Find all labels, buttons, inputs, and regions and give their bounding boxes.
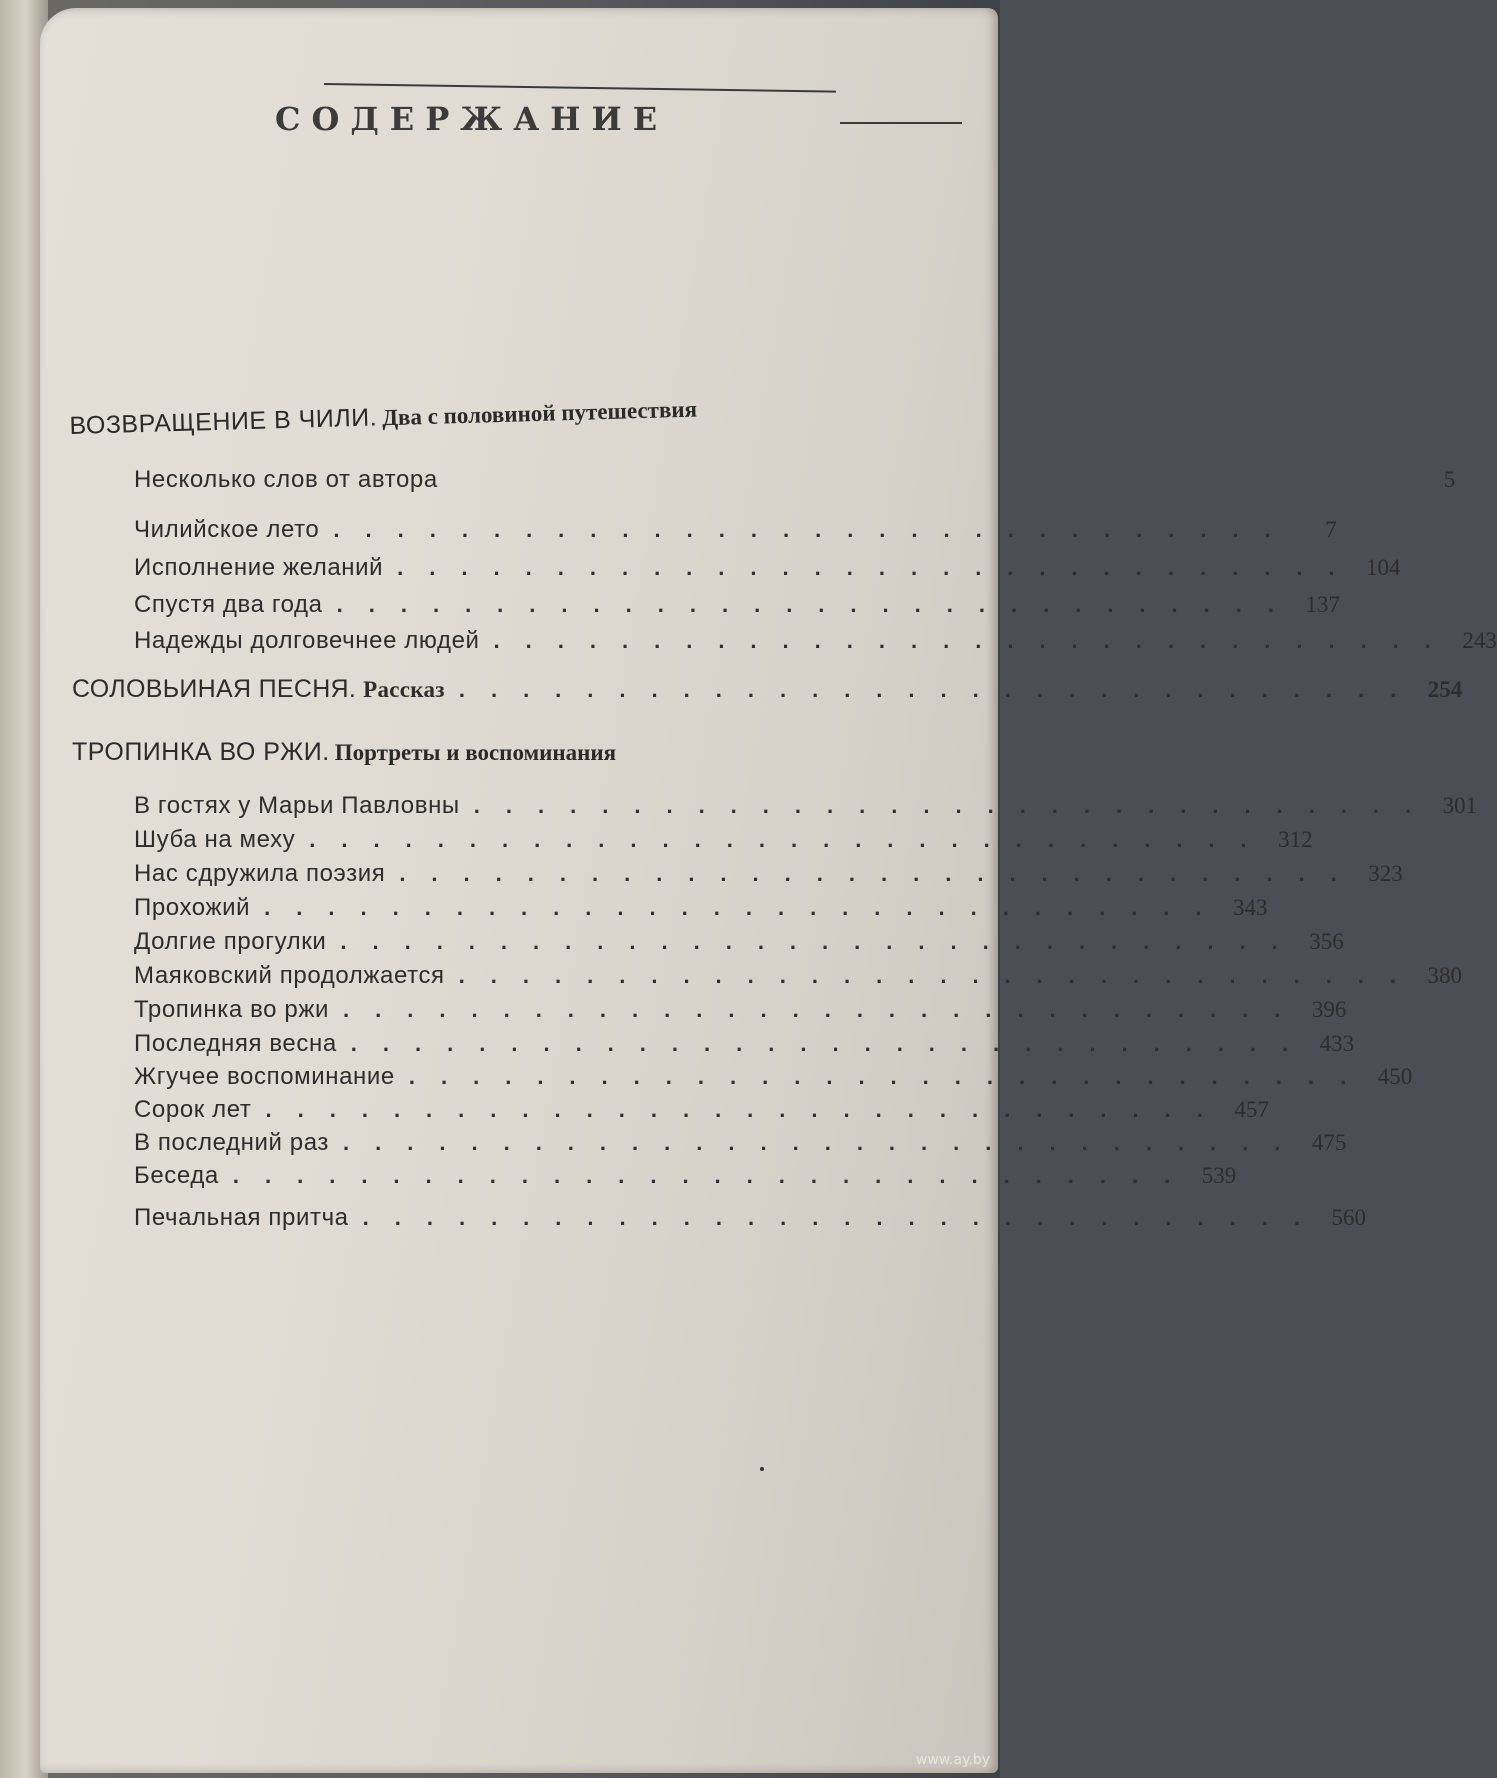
section-subtitle: Рассказ bbox=[363, 677, 445, 702]
dot-leader: .............................. bbox=[458, 963, 1423, 988]
toc-entry bbox=[134, 860, 1403, 894]
header-rule-right bbox=[840, 122, 962, 124]
toc-entry bbox=[134, 996, 1347, 1030]
toc-entry bbox=[134, 554, 1401, 588]
dot-leader: .............................. bbox=[343, 1130, 1307, 1155]
dot-leader: .............................. bbox=[397, 555, 1361, 580]
dot-leader: .............................. bbox=[362, 1205, 1326, 1230]
entry-title: Маяковский продолжается bbox=[134, 962, 445, 989]
toc-entry bbox=[134, 1129, 1347, 1163]
print-speck bbox=[760, 1467, 764, 1471]
entry-title: Нас сдружила поэзия bbox=[134, 860, 386, 887]
entry-page: 137 bbox=[1305, 592, 1340, 617]
entry-page: 475 bbox=[1311, 1130, 1347, 1155]
dot-leader: .............................. bbox=[350, 1031, 1315, 1056]
section-caps: СОЛОВЬИНАЯ ПЕСНЯ. bbox=[72, 675, 357, 703]
dot-leader: .............................. bbox=[333, 517, 1297, 542]
entry-page: 7 bbox=[1325, 517, 1337, 542]
section-subtitle: Портреты и воспоминания bbox=[334, 740, 617, 765]
toc-entry bbox=[134, 1030, 1355, 1064]
entry-page: 380 bbox=[1427, 963, 1463, 988]
dot-leader: .............................. bbox=[264, 895, 1228, 920]
dot-leader: .............................. bbox=[473, 793, 1438, 818]
section-title-solovinaya bbox=[72, 675, 445, 704]
toc-entry bbox=[134, 591, 1340, 625]
entry-title: Сорок лет bbox=[134, 1096, 252, 1123]
toc-entry bbox=[134, 894, 1268, 928]
toc-entry bbox=[134, 826, 1313, 860]
dot-leader: .............................. bbox=[493, 628, 1457, 653]
section-page: 254 bbox=[1427, 677, 1463, 702]
entry-page: 343 bbox=[1233, 895, 1268, 920]
site-watermark: www.ay.by bbox=[915, 1752, 990, 1768]
entry-title: Тропинка во ржи bbox=[134, 996, 330, 1023]
toc-entry bbox=[134, 627, 1497, 661]
entry-title: Долгие прогулки bbox=[134, 928, 327, 955]
toc-section-solovinaya bbox=[72, 675, 1463, 709]
entry-title: Чилийское лето bbox=[134, 516, 320, 543]
entry-page: 301 bbox=[1442, 793, 1478, 818]
entry-page: 539 bbox=[1201, 1163, 1237, 1188]
entry-page: 356 bbox=[1309, 929, 1344, 954]
entry-page: 5 bbox=[1443, 467, 1456, 492]
header-rule bbox=[324, 83, 836, 93]
entry-title: Шуба на меху bbox=[134, 826, 296, 853]
entry-title: Печальная притча bbox=[134, 1204, 349, 1231]
entry-page: 450 bbox=[1377, 1064, 1413, 1089]
section-title-tropinka bbox=[72, 738, 616, 767]
entry-title: Несколько слов от автора bbox=[134, 466, 438, 493]
entry-title: Последняя весна bbox=[134, 1030, 337, 1057]
section-subtitle: Два с половиной путешествия bbox=[381, 396, 698, 431]
toc-entry bbox=[134, 1204, 1366, 1238]
section-caps: ВОЗВРАЩЕНИЕ В ЧИЛИ. bbox=[69, 403, 378, 441]
entry-title: Спустя два года bbox=[134, 591, 323, 618]
dot-leader: .............................. bbox=[336, 592, 1300, 617]
dot-leader: .............................. bbox=[265, 1097, 1229, 1122]
dot-leader: .............................. bbox=[343, 997, 1307, 1022]
dot-leader: .............................. bbox=[399, 861, 1363, 886]
entry-page: 312 bbox=[1278, 827, 1313, 852]
entry-title: Надежды долговечнее людей bbox=[134, 627, 480, 654]
dot-leader: .............................. bbox=[340, 929, 1304, 954]
toc-entry bbox=[134, 516, 1337, 550]
entry-title: Прохожий bbox=[134, 894, 251, 921]
page-title: СОДЕРЖАНИЕ bbox=[275, 100, 669, 138]
dot-leader: .............................. bbox=[232, 1163, 1197, 1188]
entry-title: Беседа bbox=[134, 1162, 219, 1189]
toc-entry bbox=[134, 1096, 1269, 1130]
entry-page: 560 bbox=[1331, 1205, 1366, 1230]
dot-leader: .............................. bbox=[458, 677, 1423, 702]
entry-title: Исполнение желаний bbox=[134, 554, 384, 581]
dot-leader: .............................. bbox=[309, 827, 1273, 852]
toc-entry bbox=[134, 1063, 1413, 1097]
section-caps: ТРОПИНКА ВО РЖИ. bbox=[72, 738, 330, 766]
entry-page: 433 bbox=[1319, 1031, 1355, 1056]
toc-entry bbox=[134, 1162, 1237, 1196]
entry-page: 104 bbox=[1366, 555, 1401, 580]
toc-entry bbox=[134, 466, 1456, 500]
entry-page: 243 bbox=[1462, 628, 1497, 653]
entry-title: В последний раз bbox=[134, 1129, 330, 1156]
toc-entry bbox=[134, 928, 1344, 962]
toc-entry bbox=[134, 962, 1463, 996]
dot-leader: .............................. bbox=[408, 1064, 1373, 1089]
entry-page: 457 bbox=[1234, 1097, 1269, 1122]
entry-page: 396 bbox=[1311, 997, 1347, 1022]
entry-title: В гостях у Марьи Павловны bbox=[134, 792, 460, 819]
entry-title: Жгучее воспоминание bbox=[134, 1063, 395, 1090]
toc-entry bbox=[134, 792, 1478, 826]
entry-page: 323 bbox=[1368, 861, 1403, 886]
